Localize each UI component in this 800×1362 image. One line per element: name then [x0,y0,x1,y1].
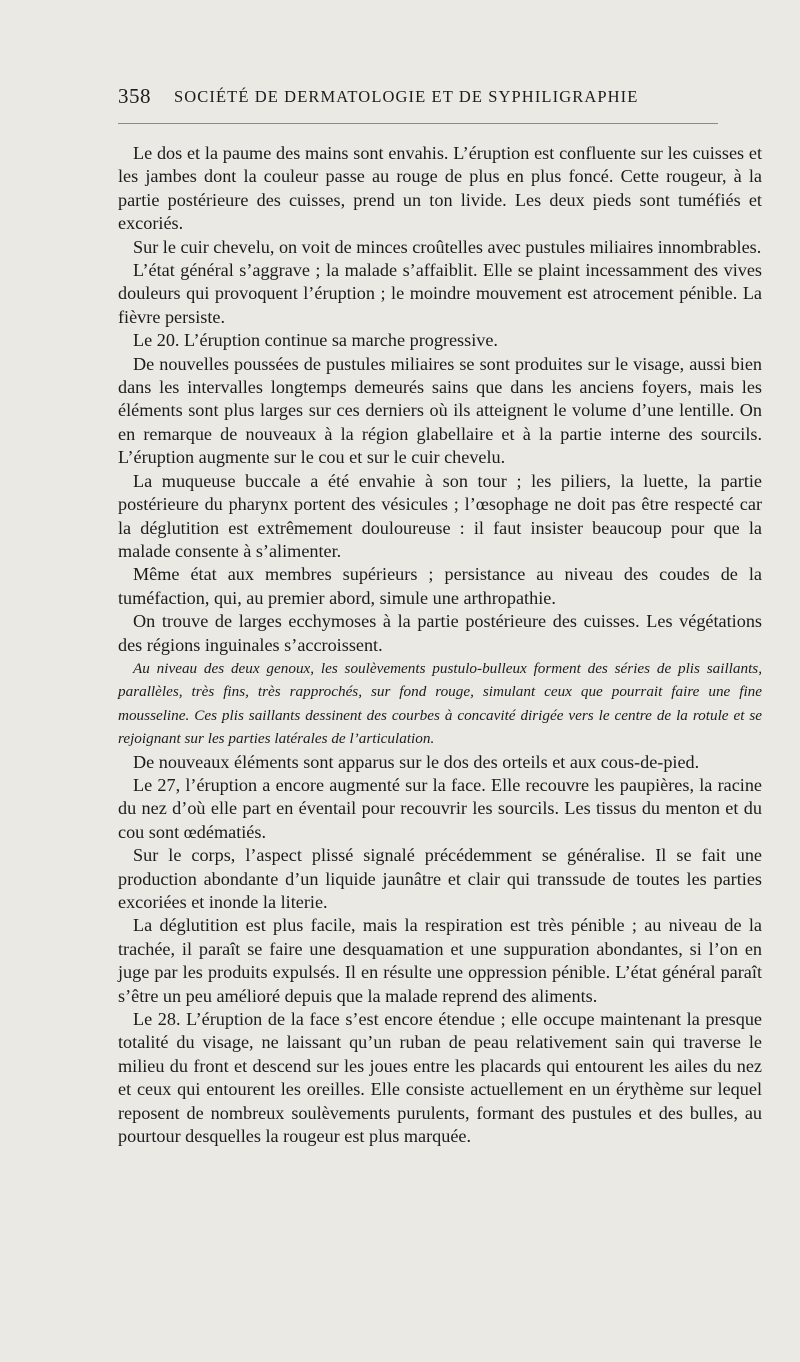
running-head: SOCIÉTÉ DE DERMATOLOGIE ET DE SYPHILIGRAPHIE [174,87,639,106]
page-header [118,80,760,114]
paragraph: De nouvelles poussées de pustules miliaires se sont produites sur le visage, aussi bien dans les intervalles longtemps demeurés sains que dans les anciens foyers, mais les éléments sont plus larges sur ces derniers où ils atteignent le volume d’une lentille. On en remarque de nouveaux à la région glabellaire et à la partie interne des sourcils. L’éruption augmente sur le cou et sur le cuir chevelu. [118,353,762,468]
header-rule [118,123,718,124]
paragraph: Sur le corps, l’aspect plissé signalé précédemment se généralise. Il se fait une production abondante d’un liquide jaunâtre et clair qui transsude de toutes les parties excoriées et inonde la literie. [118,845,762,912]
body-text [118,142,762,1148]
paragraph: Le 28. L’éruption de la face s’est encore étendue ; elle occupe maintenant la presque totalité du visage, ne laissant qu’un ruban de peau relativement sain qui traverse le milieu du front et descend sur les joues entre les placards qui entourent les ailes du nez et ceux qui entourent les oreilles. Elle consiste actuellement en un érythème sur lequel reposent de nombreux soulèvements purulents, formant des pustules et des bulles, au pourtour desquelles la rougeur est plus marquée. [118,1009,762,1147]
paragraph: La déglutition est plus facile, mais la respiration est très pénible ; au niveau de la trachée, il paraît se faire une desquamation et une suppuration abondantes, si l’on en juge par les produits expulsés. Il en résulte une oppression pénible. L’état général paraît s’être un peu amélioré depuis que la malade reprend des aliments. [118,915,762,1006]
paragraph: Le 20. L’éruption continue sa marche progressive. [133,330,498,351]
paragraph: La muqueuse buccale a été envahie à son tour ; les piliers, la luette, la partie postérieure du pharynx portent des vésicules ; l’œsophage ne doit pas être respecté car la déglutition est extrêmement douloureuse : il faut insister beaucoup pour que la malade consente à s’alimenter. [118,470,762,561]
paragraph: On trouve de larges ecchymoses à la partie postérieure des cuisses. Les végétations des régions inguinales s’accroissent. [118,611,762,655]
paragraph: De nouveaux éléments sont apparus sur le dos des orteils et aux cous-de-pied. [133,751,700,772]
paragraph: Même état aux membres supérieurs ; persistance au niveau des coudes de la tuméfaction, qui, au premier abord, simule une arthropathie. [118,564,762,608]
paragraph: L’état général s’aggrave ; la malade s’affaiblit. Elle se plaint incessamment des vives douleurs qui provoquent l’éruption ; le moindre mouvement est atrocement pénible. La fièvre persiste. [118,260,762,327]
italic-paragraph: Au niveau des deux genoux, les soulèvements pustulo-bulleux forment des séries de plis saillants, parallèles, très fins, très rapprochés, sur fond rouge, simulant ceux que pourrait faire une fine mousseline. Ces plis saillants dessinent des courbes à concavité dirigée vers le centre de la rotule et se rejoignant sur les parties latérales de l’articulation. [118,659,762,748]
paragraph: Le dos et la paume des mains sont envahis. L’éruption est confluente sur les cuisses et les jambes dont la couleur passe au rouge de plus en plus foncé. Cette rougeur, à la partie postérieure des cuisses, prend un ton livide. Les deux pieds sont tuméfiés et excoriés. [118,143,762,234]
page-number: 358 [118,84,151,108]
paragraph: Le 27, l’éruption a encore augmenté sur la face. Elle recouvre les paupières, la racine du nez d’où elle part en éventail pour recouvrir les sourcils. Les tissus du menton et du cou sont œdématiés. [118,774,762,842]
paragraph: Sur le cuir chevelu, on voit de minces croûtelles avec pustules miliaires innombrables. [133,236,762,257]
